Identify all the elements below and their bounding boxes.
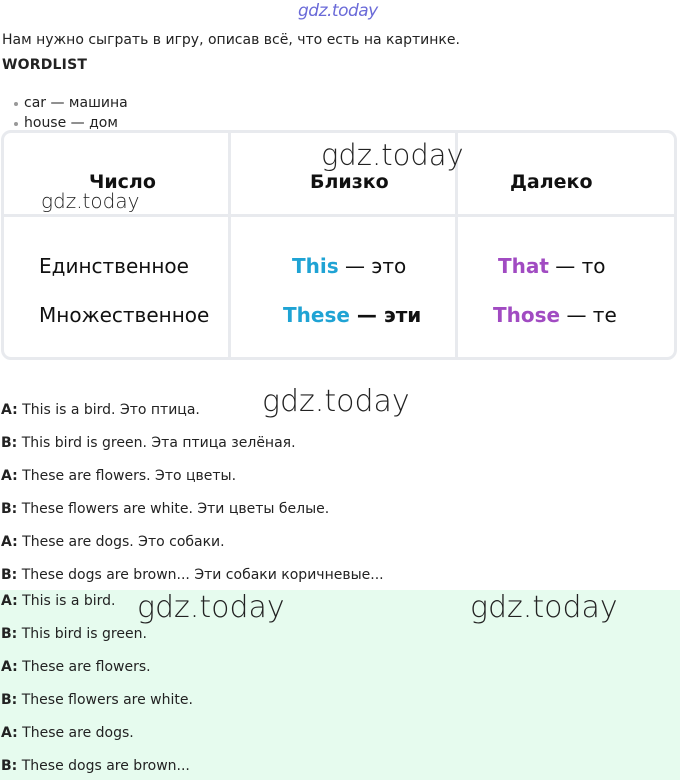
speaker: B: xyxy=(1,501,18,517)
wordlist-item: car — машина xyxy=(14,93,214,113)
watermark: gdz.today xyxy=(41,189,140,213)
speaker: B: xyxy=(1,567,18,583)
answer-line xyxy=(1,593,116,609)
cell-plural-near xyxy=(283,303,421,327)
speaker: A: xyxy=(1,659,18,675)
line-text: These flowers are white. xyxy=(17,692,193,708)
wordlist xyxy=(14,93,214,130)
header-near: Близко xyxy=(310,171,389,193)
translation: — то xyxy=(548,254,606,278)
dialogue-line xyxy=(1,402,200,418)
table-divider xyxy=(228,133,231,357)
speaker: B: xyxy=(1,626,18,642)
dialogue-line xyxy=(1,567,384,583)
watermark: gdz.today xyxy=(262,384,410,419)
speaker: B: xyxy=(1,692,18,708)
row-label-singular: Единственное xyxy=(39,254,189,278)
translation: — те xyxy=(560,303,617,327)
dialogue-line xyxy=(1,435,296,451)
answer-line xyxy=(1,659,151,675)
dialogue-line xyxy=(1,501,329,517)
watermark: gdz.today xyxy=(470,590,618,625)
watermark: gdz.today xyxy=(321,138,464,172)
table-divider xyxy=(4,214,674,217)
line-text: These are dogs. Это собаки. xyxy=(17,534,225,550)
line-text: These dogs are brown... xyxy=(17,758,190,774)
speaker: A: xyxy=(1,534,18,550)
wordlist-item: house — дом xyxy=(14,113,214,130)
speaker: B: xyxy=(1,435,18,451)
speaker: B: xyxy=(1,758,18,774)
line-text: These dogs are brown... Эти собаки коричневые... xyxy=(17,567,384,583)
cell-plural-far xyxy=(493,303,617,327)
header-number: Число xyxy=(89,171,156,193)
answer-line xyxy=(1,725,134,741)
intro-text: Нам нужно сыграть в игру, описав всё, что есть на картинке. xyxy=(2,32,460,48)
line-text: This bird is green. xyxy=(17,626,147,642)
speaker: A: xyxy=(1,402,18,418)
keyword-these: These xyxy=(283,303,350,327)
dialogue-line xyxy=(1,468,236,484)
dialogue-line xyxy=(1,534,225,550)
line-text: This is a bird. xyxy=(17,593,116,609)
line-text: These are flowers. Это цветы. xyxy=(17,468,237,484)
line-text: This bird is green. Эта птица зелёная. xyxy=(17,435,296,451)
speaker: A: xyxy=(1,593,18,609)
keyword-this: This xyxy=(292,254,339,278)
answer-line xyxy=(1,692,193,708)
line-text: These are dogs. xyxy=(17,725,134,741)
row-label-plural: Множественное xyxy=(39,303,210,327)
line-text: These flowers are white. Эти цветы белые. xyxy=(17,501,330,517)
speaker: A: xyxy=(1,468,18,484)
speaker: A: xyxy=(1,725,18,741)
translation: — эти xyxy=(349,303,422,327)
watermark-top: gdz.today xyxy=(298,1,378,21)
line-text: These are flowers. xyxy=(17,659,151,675)
header-far: Далеко xyxy=(510,171,593,193)
line-text: This is a bird. Это птица. xyxy=(17,402,200,418)
answer-line xyxy=(1,626,147,642)
keyword-that: That xyxy=(498,254,549,278)
answer-line xyxy=(1,758,190,774)
translation: — это xyxy=(338,254,407,278)
keyword-those: Those xyxy=(493,303,561,327)
wordlist-heading: WORDLIST xyxy=(2,57,88,73)
cell-singular-far xyxy=(498,254,606,278)
cell-singular-near xyxy=(292,254,406,278)
watermark: gdz.today xyxy=(137,590,285,625)
